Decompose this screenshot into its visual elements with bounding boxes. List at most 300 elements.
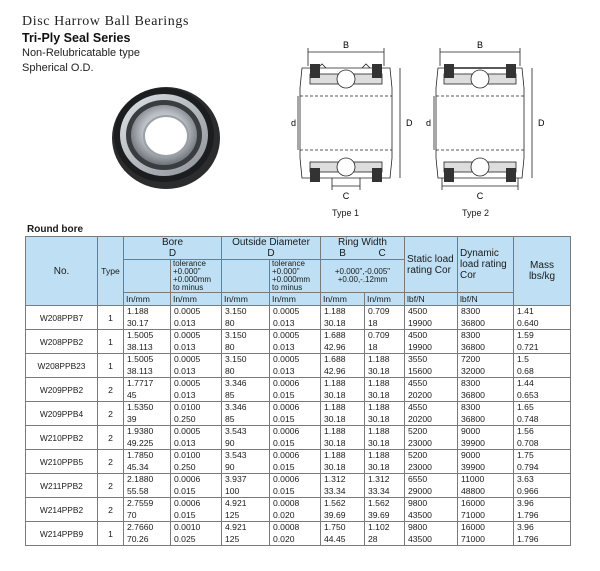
cell-bore-metric: 39 [127,413,137,424]
cell-c-metric: 18 [368,341,378,352]
cell-od-metric: 80 [225,365,235,376]
page-title: Disc Harrow Ball Bearings [22,14,190,29]
cell-bearing-no: W209PPB4 [26,402,98,426]
unit-ring-c: In/mm [365,293,405,306]
cell-bore-tol [171,450,222,474]
cell-od-tol [270,306,321,330]
cell-dynamic [458,330,514,354]
cell-mass-imperial: 1.56 [517,426,534,436]
cell-od-imperial: 3.346 [225,402,247,412]
table-row [26,522,571,546]
header-mass: Mass lbs/kg [514,237,571,306]
cell-b [321,378,365,402]
cell-mass [514,426,571,450]
cell-c [365,498,405,522]
cell-c [365,402,405,426]
table-row [26,354,571,378]
type2-diagram [420,38,550,203]
cell-c [365,354,405,378]
cell-bore-tol-metric: 0.013 [174,389,196,400]
unit-ring-b: In/mm [321,293,365,306]
cell-mass-metric: 0.653 [517,389,539,400]
cell-od-imperial: 3.543 [225,426,247,436]
cell-type: 2 [98,498,124,522]
cell-static-metric: 20200 [408,413,432,424]
cell-b-metric: 30.18 [324,461,346,472]
cell-type: 2 [98,450,124,474]
cell-od-tol [270,522,321,546]
cell-b-metric: 30.18 [324,413,346,424]
cell-mass [514,330,571,354]
cell-mass-imperial: 3.96 [517,522,534,532]
cell-od-metric: 100 [225,485,240,496]
table-row [26,306,571,330]
cell-bore-tol-imperial: 0.0010 [174,522,201,532]
cell-bore-imperial: 2.7559 [127,498,154,508]
cell-dynamic [458,354,514,378]
cell-b-imperial: 1.188 [324,402,346,412]
unit-od: In/mm [222,293,270,306]
cell-od [222,378,270,402]
cell-bore-tol [171,498,222,522]
cell-od-tol-imperial: 0.0005 [273,330,300,340]
cell-type: 1 [98,522,124,546]
cell-mass [514,450,571,474]
cell-bore-tol [171,306,222,330]
cell-od-tol [270,402,321,426]
bearing-spec-table [25,236,571,546]
cell-bore-tol-metric: 0.250 [174,461,196,472]
cell-c-imperial: 0.709 [368,330,390,340]
cell-dynamic-imperial: 9000 [461,426,481,436]
cell-od-imperial: 3.543 [225,450,247,460]
cell-static-metric: 19900 [408,317,432,328]
cell-bore [124,402,171,426]
cell-od-imperial: 3.150 [225,306,247,316]
cell-od-tol-imperial: 0.0006 [273,450,300,460]
cell-mass-imperial: 3.96 [517,498,534,508]
cell-bearing-no: W210PPB5 [26,450,98,474]
type2-label-b: B [476,40,484,50]
bore-tolerance-header: tolerance +0.000" +0.000mm to minus [171,260,222,293]
cell-b-imperial: 1.688 [324,330,346,340]
header-type: Type [98,237,124,306]
cell-od-tol [270,474,321,498]
type1-caption: Type 1 [332,208,360,218]
cell-c-metric: 30.18 [368,461,390,472]
cell-dynamic [458,378,514,402]
cell-c-metric: 18 [368,317,378,328]
cell-bore-tol-metric: 0.013 [174,365,196,376]
cell-od [222,522,270,546]
cell-bore-tol-imperial: 0.0005 [174,426,201,436]
table-row [26,474,571,498]
cell-static [405,306,458,330]
cell-od-tol [270,498,321,522]
header-static-load: Static load rating Cor [405,237,458,293]
cell-dynamic-metric: 36800 [461,341,485,352]
cell-od-tol-metric: 0.015 [273,389,295,400]
cell-mass-imperial: 1.59 [517,330,534,340]
cell-mass-metric: 0.748 [517,413,539,424]
type1-diagram [288,38,418,203]
cell-bore-metric: 45 [127,389,137,400]
bore-blank-cell [124,260,171,293]
cell-bore-imperial: 2.7660 [127,522,154,532]
cell-c-metric: 39.69 [368,509,390,520]
cell-bore-tol [171,522,222,546]
cell-od-imperial: 4.921 [225,498,247,508]
cell-c-metric: 33.34 [368,485,390,496]
cell-b-imperial: 1.562 [324,498,346,508]
unit-od-tol: In/mm [270,293,321,306]
cell-dynamic-imperial: 16000 [461,522,485,532]
cell-b [321,450,365,474]
cell-type: 2 [98,474,124,498]
cell-dynamic-imperial: 11000 [461,474,485,484]
cell-static [405,354,458,378]
cell-static-metric: 43500 [408,533,432,544]
cell-dynamic [458,426,514,450]
header-bore: Bore D [124,237,222,260]
cell-bore-tol-imperial: 0.0100 [174,402,201,412]
cell-bore-tol [171,330,222,354]
cell-mass [514,306,571,330]
cell-mass-imperial: 1.44 [517,378,534,388]
cell-static [405,378,458,402]
cell-static-imperial: 4500 [408,306,428,316]
cell-od-tol-imperial: 0.0006 [273,402,300,412]
cell-dynamic-metric: 39900 [461,461,485,472]
cell-c [365,522,405,546]
cell-bore-tol-imperial: 0.0005 [174,354,201,364]
cell-bore-tol-metric: 0.025 [174,533,196,544]
type2-label-c: C [476,191,484,201]
cell-bore-tol-imperial: 0.0006 [174,474,201,484]
cell-bore [124,474,171,498]
type1-label-d: d [291,118,297,128]
cell-b-imperial: 1.688 [324,354,346,364]
cell-bore [124,378,171,402]
cell-od [222,330,270,354]
bearing-photo [106,78,226,198]
cell-type: 1 [98,354,124,378]
cell-c-imperial: 1.188 [368,378,390,388]
cell-bore-tol [171,378,222,402]
cell-static [405,402,458,426]
cell-c-metric: 30.18 [368,413,390,424]
cell-bore-tol [171,474,222,498]
cell-bore-imperial: 1.188 [127,306,149,316]
cell-c-imperial: 0.709 [368,306,390,316]
cell-od-tol-imperial: 0.0008 [273,498,300,508]
cell-mass [514,354,571,378]
cell-b [321,498,365,522]
cell-od-metric: 85 [225,389,235,400]
cell-bearing-no: W214PPB2 [26,498,98,522]
cell-static-imperial: 4500 [408,330,428,340]
cell-c-imperial: 1.312 [368,474,390,484]
cell-bore-metric: 38.113 [127,341,153,352]
cell-od-metric: 90 [225,437,235,448]
cell-od-imperial: 3.937 [225,474,247,484]
cell-c-metric: 30.18 [368,365,390,376]
cell-bore-tol-imperial: 0.0005 [174,330,201,340]
cell-mass-metric: 0.966 [517,485,539,496]
cell-c-imperial: 1.562 [368,498,390,508]
cell-od-tol-metric: 0.015 [273,437,295,448]
cell-bore-imperial: 1.5005 [127,354,154,364]
unit-static: lbf/N [405,293,458,306]
cell-c-metric: 30.18 [368,437,390,448]
cell-static-imperial: 3550 [408,354,428,364]
cell-c-imperial: 1.188 [368,354,390,364]
type2-label-d: d [426,118,432,128]
cell-dynamic-imperial: 8300 [461,306,481,316]
table-row [26,426,571,450]
header-no: No. [26,237,98,306]
cell-bore-tol-metric: 0.013 [174,317,196,328]
cell-c-metric: 28 [368,533,378,544]
cell-static-imperial: 4550 [408,402,428,412]
header-dynamic-load: Dynamic load rating Cor [458,237,514,293]
cell-dynamic-imperial: 9000 [461,450,481,460]
header-ring-width: Ring Width B C [321,237,405,260]
od-blank-cell [222,260,270,293]
cell-dynamic-metric: 71000 [461,509,485,520]
cell-b-imperial: 1.188 [324,378,346,388]
cell-static-metric: 23000 [408,461,432,472]
cell-dynamic [458,402,514,426]
table-body [26,306,571,546]
cell-mass [514,402,571,426]
cell-type: 1 [98,306,124,330]
cell-od-imperial: 4.921 [225,522,247,532]
cell-mass [514,378,571,402]
cell-mass-imperial: 1.41 [517,306,534,316]
cell-mass-metric: 0.68 [517,365,534,376]
cell-bearing-no: W211PPB2 [26,474,98,498]
cell-od-tol-metric: 0.015 [273,485,295,496]
cell-od-imperial: 3.150 [225,354,247,364]
cell-mass-imperial: 3.63 [517,474,534,484]
cell-bore-tol-metric: 0.015 [174,509,196,520]
cell-od-metric: 80 [225,317,235,328]
cell-b-imperial: 1.750 [324,522,346,532]
cell-bore-tol-metric: 0.015 [174,485,196,496]
cell-b-imperial: 1.312 [324,474,346,484]
cell-bore [124,426,171,450]
cell-od-imperial: 3.346 [225,378,247,388]
cell-b [321,402,365,426]
cell-static-metric: 43500 [408,509,432,520]
cell-static-metric: 20200 [408,389,432,400]
cell-od-imperial: 3.150 [225,330,247,340]
cell-bore-imperial: 1.9380 [127,426,154,436]
cell-bore-imperial: 1.7850 [127,450,154,460]
type1-label-c: C [342,191,350,201]
cell-mass-metric: 0.721 [517,341,539,352]
cell-mass [514,522,571,546]
cell-dynamic-metric: 48800 [461,485,485,496]
cell-dynamic [458,522,514,546]
cell-dynamic-metric: 71000 [461,533,485,544]
cell-od-tol-metric: 0.020 [273,533,295,544]
cell-mass-metric: 1.796 [517,509,539,520]
table-row [26,450,571,474]
cell-bore [124,306,171,330]
cell-b-metric: 44.45 [324,533,346,544]
cell-static-metric: 29000 [408,485,432,496]
cell-c [365,426,405,450]
cell-od-tol-metric: 0.020 [273,509,295,520]
cell-dynamic-metric: 36800 [461,317,485,328]
cell-c [365,474,405,498]
cell-od-tol [270,330,321,354]
cell-b-imperial: 1.188 [324,306,346,316]
type1-label-od: D [406,118,413,128]
cell-dynamic-imperial: 8300 [461,402,481,412]
cell-od-tol-metric: 0.013 [273,365,295,376]
cell-od-tol [270,450,321,474]
cell-od-tol [270,354,321,378]
cell-dynamic [458,450,514,474]
cell-c-imperial: 1.102 [368,522,390,532]
cell-od-metric: 80 [225,341,235,352]
cell-b-metric: 42.96 [324,341,346,352]
cell-od [222,498,270,522]
cell-bore-metric: 45.34 [127,461,149,472]
cell-bore-tol-metric: 0.250 [174,413,196,424]
cell-bore-tol-metric: 0.013 [174,437,196,448]
cell-bearing-no: W209PPB2 [26,378,98,402]
cell-c [365,330,405,354]
cell-c-imperial: 1.188 [368,402,390,412]
cell-c-metric: 30.18 [368,389,390,400]
cell-static [405,330,458,354]
cell-mass-metric: 0.794 [517,461,539,472]
cell-bore-tol-imperial: 0.0005 [174,378,201,388]
cell-od-tol-imperial: 0.0008 [273,522,300,532]
subtitle-relubricatable: Non-Relubricatable type [22,47,141,59]
cell-static-metric: 19900 [408,341,432,352]
cell-b-metric: 42.96 [324,365,346,376]
cell-bore-tol [171,402,222,426]
cell-bore-tol-metric: 0.013 [174,341,196,352]
cell-c-imperial: 1.188 [368,450,390,460]
cell-type: 2 [98,378,124,402]
cell-dynamic-imperial: 16000 [461,498,485,508]
cell-static-metric: 23000 [408,437,432,448]
cell-c [365,378,405,402]
cell-od-tol-imperial: 0.0006 [273,426,300,436]
table-row [26,378,571,402]
type1-label-b: B [342,40,350,50]
cell-od-tol [270,426,321,450]
cell-bearing-no: W208PPB23 [26,354,98,378]
cell-static [405,522,458,546]
cell-b [321,426,365,450]
unit-bore: In/mm [124,293,171,306]
cell-dynamic [458,306,514,330]
cell-static-metric: 15600 [408,365,432,376]
cell-bearing-no: W208PPB2 [26,330,98,354]
cell-static [405,450,458,474]
cell-od [222,354,270,378]
unit-dynamic: lbf/N [458,293,514,306]
cell-dynamic-imperial: 7200 [461,354,481,364]
cell-mass-metric: 1.796 [517,533,539,544]
cell-b-imperial: 1.188 [324,450,346,460]
cell-od-metric: 125 [225,533,240,544]
cell-od-metric: 125 [225,509,240,520]
cell-type: 2 [98,402,124,426]
type2-caption: Type 2 [462,208,490,218]
cell-b-imperial: 1.188 [324,426,346,436]
cell-type: 1 [98,330,124,354]
cell-bore-tol-imperial: 0.0100 [174,450,201,460]
cell-b [321,474,365,498]
cell-od-tol-imperial: 0.0006 [273,378,300,388]
cell-od [222,402,270,426]
cell-bore-metric: 55.58 [127,485,149,496]
cell-static-imperial: 9800 [408,498,428,508]
cell-bore-metric: 38.113 [127,365,153,376]
table-row [26,498,571,522]
od-tolerance-header: tolerance +0.000" +0.000mm to minus [270,260,321,293]
section-label: Round bore [27,224,84,235]
cell-bore-imperial: 1.7717 [127,378,154,388]
cell-od [222,306,270,330]
cell-b-metric: 39.69 [324,509,346,520]
cell-static [405,426,458,450]
cell-bore-metric: 49.225 [127,437,154,448]
cell-od [222,474,270,498]
cell-od [222,450,270,474]
cell-bore-tol-imperial: 0.0005 [174,306,201,316]
cell-bearing-no: W208PPB7 [26,306,98,330]
cell-dynamic [458,474,514,498]
cell-bore-imperial: 1.5005 [127,330,154,340]
cell-od-tol-metric: 0.015 [273,413,295,424]
cell-dynamic-imperial: 8300 [461,330,481,340]
unit-bore-tol: In/mm [171,293,222,306]
cell-b [321,522,365,546]
series-title: Tri-Ply Seal Series [22,31,131,45]
cell-c [365,306,405,330]
cell-mass-imperial: 1.5 [517,354,529,364]
cell-od-metric: 90 [225,461,235,472]
cell-static-imperial: 4550 [408,378,428,388]
cell-bore-imperial: 1.5350 [127,402,154,412]
cell-mass-imperial: 1.75 [517,450,534,460]
cell-bore-metric: 30.17 [127,317,149,328]
cell-mass-imperial: 1.65 [517,402,534,412]
cell-b-metric: 33.34 [324,485,346,496]
cell-type: 2 [98,426,124,450]
cell-static-imperial: 9800 [408,522,428,532]
subtitle-spherical: Spherical O.D. [22,62,94,74]
cell-od-metric: 85 [225,413,235,424]
cell-c-imperial: 1.188 [368,426,390,436]
cell-c [365,450,405,474]
cell-bore [124,522,171,546]
cell-b-metric: 30.18 [324,317,346,328]
cell-dynamic-metric: 32000 [461,365,485,376]
cell-dynamic-metric: 36800 [461,389,485,400]
cell-bore-metric: 70 [127,509,137,520]
cell-bearing-no: W214PPB9 [26,522,98,546]
